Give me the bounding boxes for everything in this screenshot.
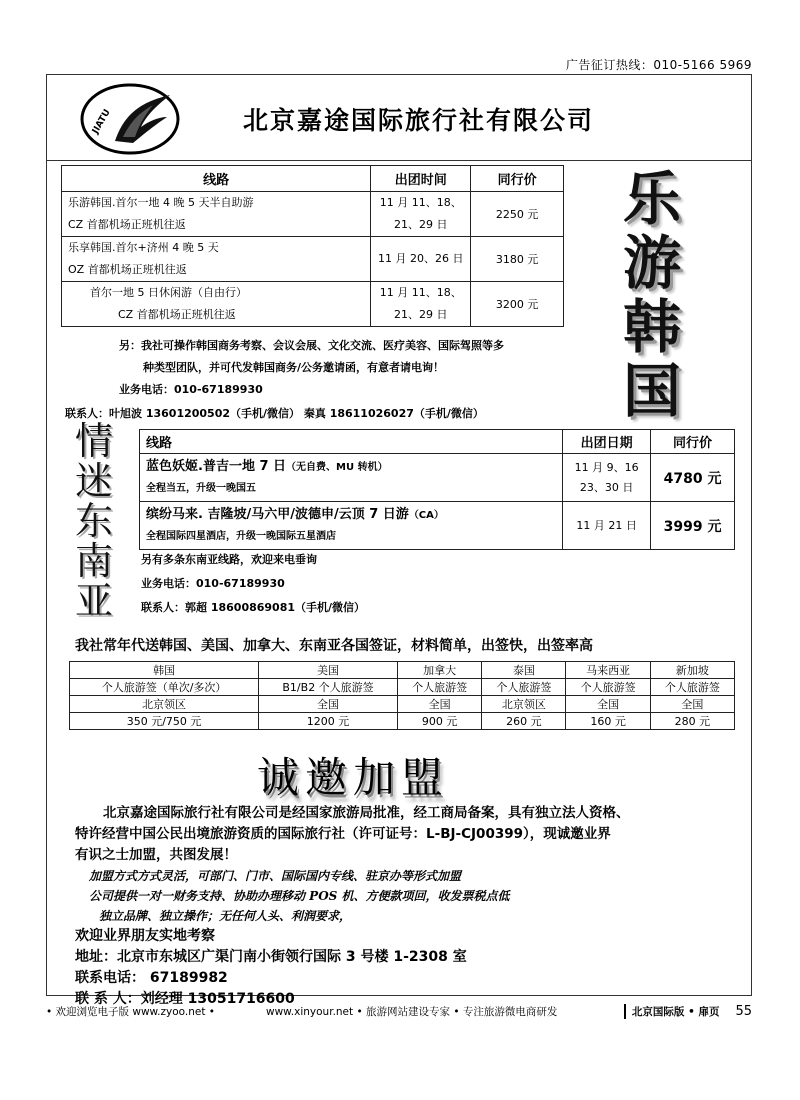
sea-phone: 业务电话：010-67189930	[141, 577, 285, 590]
route-date: 11 月 21 日	[576, 518, 637, 532]
table-row	[62, 282, 564, 327]
join-paragraph: 特许经营中国公民出境旅游资质的国际旅行社（许可证号：L-BJ-CJ00399），现诚邀业界	[75, 826, 611, 842]
sea-note: 另有多条东南亚线路，欢迎来电垂询	[141, 553, 317, 566]
join-contact: 联 系 人：刘经理 13051716600	[75, 991, 295, 1007]
visa-country: 泰国	[482, 662, 566, 679]
route-name: 缤纷马来. 吉隆坡/马六甲/波德申/云顶 7 日游	[146, 507, 409, 522]
route-date: 11 月 9、16	[574, 460, 639, 474]
route-date: 11 月 11、18、	[379, 286, 462, 299]
route-tag: （无自费、MU 转机）	[286, 462, 388, 473]
page-footer	[46, 1004, 752, 1019]
join-paragraph: 有识之士加盟，共图发展！	[75, 847, 237, 863]
visa-type: 个人旅游签（单次/多次）	[70, 679, 259, 696]
route-desc: 全程国际四星酒店，升级一晚国际五星酒店	[146, 531, 336, 542]
route-tag: （CA）	[408, 510, 444, 521]
page-number: 55	[735, 1004, 752, 1019]
route-date: 21、29 日	[394, 308, 448, 321]
visa-type: 个人旅游签	[482, 679, 566, 696]
visa-area: 全国	[397, 696, 481, 713]
route-price: 4780 元	[651, 454, 735, 502]
visa-area: 全国	[650, 696, 734, 713]
visa-type: B1/B2 个人旅游签	[259, 679, 398, 696]
visa-price: 260 元	[482, 713, 566, 730]
korea-title: 乐游韩国	[622, 165, 681, 425]
route-price: 3180 元	[471, 237, 564, 282]
footer-middle: www.xinyour.net • 旅游网站建设专家 • 专注旅游微电商研发	[266, 1006, 558, 1018]
col-header-price: 同行价	[651, 430, 735, 454]
visa-type: 个人旅游签	[566, 679, 650, 696]
join-method-line: 独立品牌、独立操作；无任何人头、利润要求，	[99, 909, 352, 923]
visa-country: 新加坡	[650, 662, 734, 679]
table-row	[140, 502, 735, 550]
col-header-route: 线路	[62, 166, 371, 192]
route-flight: OZ 首都机场正班机往返	[68, 263, 187, 276]
route-name: 乐享韩国.首尔+济州 4 晚 5 天	[68, 241, 219, 254]
route-flight: CZ 首都机场正班机往返	[118, 308, 236, 321]
svg-text:JIATU: JIATU	[90, 107, 113, 136]
korea-phone: 业务电话：010-67189930	[119, 383, 263, 396]
ad-frame	[46, 74, 752, 1007]
route-date: 11 月 20、26 日	[378, 252, 464, 265]
route-date: 21、29 日	[394, 218, 448, 231]
join-method-line: 公司提供一对一财务支持、协助办理移动 POS 机、方便款项回，收发票税点低	[89, 889, 510, 903]
company-header	[47, 75, 751, 161]
footer-left: • 欢迎浏览电子版 www.zyoo.net •	[46, 1006, 215, 1018]
ad-hotline: 广告征订热线：010-5166 5969	[565, 58, 752, 72]
company-logo	[75, 81, 185, 157]
company-name: 北京嘉途国际旅行社有限公司	[243, 106, 595, 135]
route-name: 乐游韩国.首尔一地 4 晚 5 天半自助游	[68, 196, 254, 209]
join-title: 诚邀加盟	[257, 753, 450, 802]
visa-price: 160 元	[566, 713, 650, 730]
join-welcome: 欢迎业界朋友实地考察	[75, 928, 215, 944]
sea-contact: 联系人：郭超 18600869081（手机/微信）	[141, 601, 366, 614]
visa-type-row	[70, 679, 735, 696]
korea-contacts: 联系人：叶旭波 13601200502（手机/微信） 秦真 18611026027（手机/微信）	[65, 407, 484, 420]
route-price: 3999 元	[651, 502, 735, 550]
visa-country: 马来西亚	[566, 662, 650, 679]
col-header-date: 出团时间	[371, 166, 471, 192]
visa-area: 北京领区	[70, 696, 259, 713]
visa-price: 1200 元	[259, 713, 398, 730]
visa-price: 280 元	[650, 713, 734, 730]
route-date: 11 月 11、18、	[379, 196, 462, 209]
table-row	[140, 454, 735, 502]
route-date: 23、30 日	[579, 480, 634, 494]
join-address: 地址：北京市东城区广渠门南小街领行国际 3 号楼 1-2308 室	[75, 949, 467, 965]
col-header-route: 线路	[140, 430, 563, 454]
route-desc: 全程当五，升级一晚国五	[146, 483, 256, 494]
korea-note-1: 另：我社可操作韩国商务考察、会议会展、文化交流、医疗美容、国际驾照等多	[119, 339, 504, 352]
join-paragraph: 北京嘉途国际旅行社有限公司是经国家旅游局批准，经工商局备案，具有独立法人资格、	[103, 805, 630, 821]
visa-type: 个人旅游签	[650, 679, 734, 696]
join-body	[75, 803, 745, 1010]
footer-section: 北京国际版 • 扉页	[624, 1004, 720, 1019]
join-method-line: 加盟方式方式灵活，可部门、门市、国际国内专线、驻京办等形式加盟	[89, 869, 462, 883]
join-phone: 联系电话： 67189982	[75, 970, 228, 986]
sea-title: 情迷东南亚	[74, 419, 113, 623]
route-flight: CZ 首都机场正班机往返	[68, 218, 186, 231]
route-price: 2250 元	[471, 192, 564, 237]
route-name: 首尔一地 5 日休闲游（自由行）	[90, 286, 247, 299]
col-header-price: 同行价	[471, 166, 564, 192]
visa-area: 全国	[566, 696, 650, 713]
visa-area: 全国	[259, 696, 398, 713]
visa-table	[69, 661, 735, 730]
col-header-date: 出团日期	[563, 430, 651, 454]
visa-price-row	[70, 713, 735, 730]
visa-country: 加拿大	[397, 662, 481, 679]
sea-routes-table	[139, 429, 735, 550]
visa-price: 350 元/750 元	[70, 713, 259, 730]
visa-country: 美国	[259, 662, 398, 679]
visa-country-row	[70, 662, 735, 679]
visa-headline: 我社常年代送韩国、美国、加拿大、东南亚各国签证，材料简单，出签快，出签率高	[75, 638, 593, 654]
visa-country: 韩国	[70, 662, 259, 679]
route-name: 蓝色妖姬.普吉一地 7 日	[146, 459, 287, 474]
korea-note-2: 种类型团队，并可代发韩国商务/公务邀请函，有意者请电询！	[143, 361, 445, 374]
visa-type: 个人旅游签	[397, 679, 481, 696]
join-method	[75, 866, 745, 926]
visa-price: 900 元	[397, 713, 481, 730]
visa-area-row	[70, 696, 735, 713]
route-price: 3200 元	[471, 282, 564, 327]
korea-routes-table	[61, 165, 564, 327]
table-row	[62, 192, 564, 237]
table-row	[62, 237, 564, 282]
visa-area: 北京领区	[482, 696, 566, 713]
